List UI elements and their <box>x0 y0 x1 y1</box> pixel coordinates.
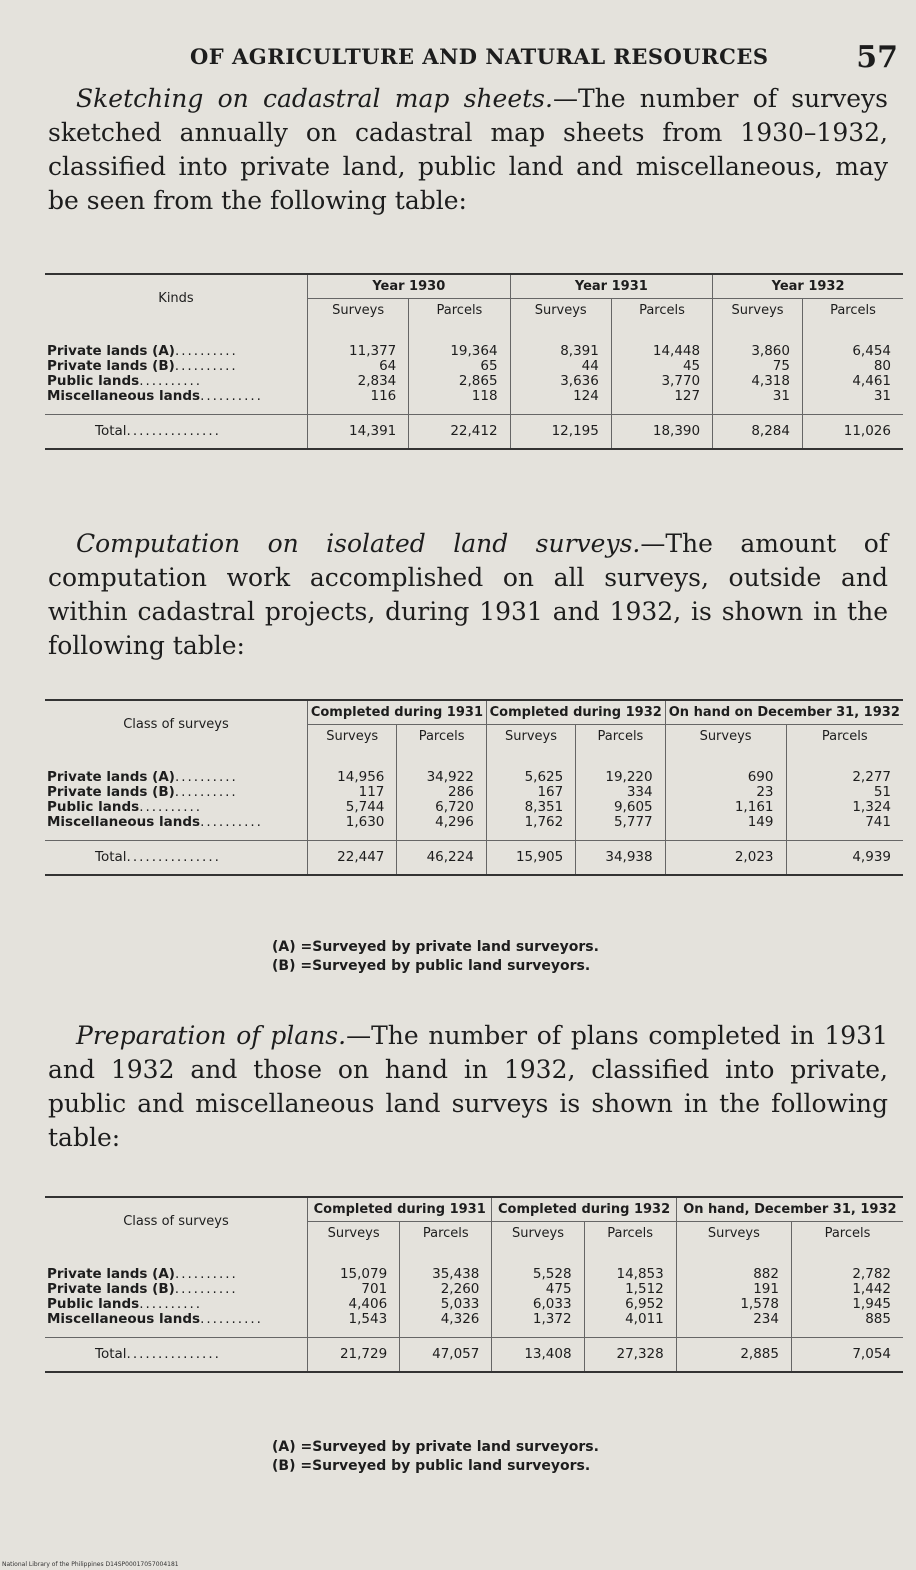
table-cell: 4,326 <box>400 1312 492 1338</box>
table-cell: 1,543 <box>308 1312 400 1338</box>
total-cell: 22,447 <box>308 841 397 876</box>
column-header: Surveys <box>676 1222 791 1246</box>
table-row <box>45 389 903 415</box>
table-cell: 14,956 <box>308 748 397 785</box>
paragraph-lead: Computation on isolated land surveys. <box>76 529 641 558</box>
table-corner-header: Kinds <box>45 274 308 322</box>
table-cell: 2,834 <box>308 374 409 389</box>
row-label: Private lands (A).......... <box>47 769 238 785</box>
row-label: Private lands (B).......... <box>47 1282 238 1297</box>
column-header: Surveys <box>486 725 575 749</box>
row-label: Private lands (A).......... <box>47 1266 238 1282</box>
total-cell: 14,391 <box>308 415 409 450</box>
table-row <box>45 374 903 389</box>
total-cell: 11,026 <box>802 415 903 450</box>
total-label: Total............... <box>45 841 308 876</box>
table-computation <box>45 699 903 876</box>
total-row <box>45 841 903 876</box>
column-header: Parcels <box>400 1222 492 1246</box>
table-cell: 5,625 <box>486 748 575 785</box>
table-corner-header: Class of surveys <box>45 1197 308 1245</box>
table-cell: 149 <box>665 815 786 841</box>
column-header: Surveys <box>308 1222 400 1246</box>
row-label: Private lands (B).......... <box>47 359 238 374</box>
total-cell: 34,938 <box>576 841 665 876</box>
group-header: Completed during 1932 <box>486 700 665 725</box>
table-cell: 6,720 <box>397 800 486 815</box>
total-cell: 18,390 <box>611 415 712 450</box>
row-label: Miscellaneous lands.......... <box>47 1312 263 1327</box>
table-cell: 127 <box>611 389 712 415</box>
table-cell: 882 <box>676 1245 791 1282</box>
table-cell: 701 <box>308 1282 400 1297</box>
table-cell: 118 <box>409 389 510 415</box>
total-cell: 46,224 <box>397 841 486 876</box>
footnote: (B) =Surveyed by public land surveyors. <box>272 1458 591 1474</box>
column-header: Surveys <box>510 299 611 323</box>
table-cell: 4,011 <box>584 1312 676 1338</box>
column-header: Surveys <box>713 299 803 323</box>
paragraph-dash: — <box>552 84 578 113</box>
table-cell: 5,033 <box>400 1297 492 1312</box>
table-cell: 286 <box>397 785 486 800</box>
total-cell: 47,057 <box>400 1338 492 1373</box>
table-cell: 334 <box>576 785 665 800</box>
table-cell: 31 <box>713 389 803 415</box>
row-label: Private lands (B).......... <box>47 785 238 800</box>
total-cell: 7,054 <box>791 1338 903 1373</box>
table-cell: 2,277 <box>786 748 903 785</box>
table-cell: 1,161 <box>665 800 786 815</box>
table-cell: 51 <box>786 785 903 800</box>
table-cell: 167 <box>486 785 575 800</box>
table-row <box>45 815 903 841</box>
table-cell: 4,296 <box>397 815 486 841</box>
total-cell: 22,412 <box>409 415 510 450</box>
group-header: Year 1930 <box>308 274 511 299</box>
row-label: Private lands (A).......... <box>47 343 238 359</box>
column-header: Surveys <box>308 299 409 323</box>
total-cell: 12,195 <box>510 415 611 450</box>
total-cell: 13,408 <box>492 1338 584 1373</box>
table-cell: 4,318 <box>713 374 803 389</box>
total-cell: 21,729 <box>308 1338 400 1373</box>
table-cell: 31 <box>802 389 903 415</box>
table-cell: 11,377 <box>308 322 409 359</box>
table-cell: 6,033 <box>492 1297 584 1312</box>
column-header: Parcels <box>576 725 665 749</box>
group-header: Completed during 1931 <box>308 700 487 725</box>
running-title: OF AGRICULTURE AND NATURAL RESOURCES <box>190 44 769 69</box>
total-label: Total............... <box>45 1338 308 1373</box>
table-cell: 6,952 <box>584 1297 676 1312</box>
column-header: Parcels <box>786 725 903 749</box>
table-row <box>45 785 903 800</box>
table-cell: 23 <box>665 785 786 800</box>
table-cell: 1,578 <box>676 1297 791 1312</box>
table-row <box>45 359 903 374</box>
paragraph-body: The amount of computation work accomplished on all surveys, outside and within cadastral projects, during 1931 and 1932, is shown in the following table: <box>48 529 888 660</box>
table-cell: 1,442 <box>791 1282 903 1297</box>
paragraph-computation <box>48 527 888 663</box>
running-head <box>0 40 916 80</box>
total-cell: 8,284 <box>713 415 803 450</box>
table-cell: 475 <box>492 1282 584 1297</box>
row-label: Public lands.......... <box>47 1297 203 1312</box>
column-header: Parcels <box>791 1222 903 1246</box>
table-row <box>45 748 903 785</box>
table-cell: 1,324 <box>786 800 903 815</box>
column-header: Surveys <box>308 725 397 749</box>
group-header: On hand on December 31, 1932 <box>665 700 903 725</box>
table-row <box>45 322 903 359</box>
total-cell: 15,905 <box>486 841 575 876</box>
footnote: (A) =Surveyed by private land surveyors. <box>272 1439 599 1455</box>
table-cell: 5,744 <box>308 800 397 815</box>
column-header: Surveys <box>492 1222 584 1246</box>
paragraph-lead: Sketching on cadastral map sheets. <box>76 84 553 113</box>
column-header: Surveys <box>665 725 786 749</box>
column-header: Parcels <box>611 299 712 323</box>
table-cell: 19,220 <box>576 748 665 785</box>
table-cell: 65 <box>409 359 510 374</box>
table-cell: 64 <box>308 359 409 374</box>
paragraph-plans <box>48 1019 888 1155</box>
table-cell: 1,512 <box>584 1282 676 1297</box>
group-header: Completed during 1932 <box>492 1197 676 1222</box>
paragraph-dash: — <box>640 529 666 558</box>
table-cell: 3,770 <box>611 374 712 389</box>
table-cell: 15,079 <box>308 1245 400 1282</box>
table-cell: 14,853 <box>584 1245 676 1282</box>
scan-credit: National Library of the Philippines D14SP00017057004181 <box>2 1561 179 1568</box>
footnote: (A) =Surveyed by private land surveyors. <box>272 939 599 955</box>
total-row <box>45 1338 903 1373</box>
group-header: Completed during 1931 <box>308 1197 492 1222</box>
table-cell: 8,391 <box>510 322 611 359</box>
group-header: Year 1931 <box>510 274 713 299</box>
total-cell: 2,023 <box>665 841 786 876</box>
table-cell: 5,777 <box>576 815 665 841</box>
table-sketching <box>45 273 903 450</box>
row-label: Public lands.......... <box>47 800 203 815</box>
table-corner-header: Class of surveys <box>45 700 308 748</box>
table-cell: 19,364 <box>409 322 510 359</box>
table-cell: 4,406 <box>308 1297 400 1312</box>
paragraph-body: The number of surveys sketched annually on cadastral map sheets from 1930–1932, classified into private land, public land and miscellaneous, may be seen from the following table: <box>48 84 888 215</box>
table-cell: 4,461 <box>802 374 903 389</box>
table-row <box>45 800 903 815</box>
table-cell: 45 <box>611 359 712 374</box>
table-cell: 14,448 <box>611 322 712 359</box>
footnotes-computation <box>272 938 599 976</box>
total-cell: 27,328 <box>584 1338 676 1373</box>
total-row <box>45 415 903 450</box>
table-cell: 35,438 <box>400 1245 492 1282</box>
table-cell: 75 <box>713 359 803 374</box>
table-cell: 6,454 <box>802 322 903 359</box>
footnote: (B) =Surveyed by public land surveyors. <box>272 958 591 974</box>
table-cell: 117 <box>308 785 397 800</box>
table-row <box>45 1297 903 1312</box>
table-cell: 1,945 <box>791 1297 903 1312</box>
table-cell: 1,762 <box>486 815 575 841</box>
table-cell: 80 <box>802 359 903 374</box>
page-number: 57 <box>856 40 898 75</box>
row-label: Public lands.......... <box>47 374 203 389</box>
footnotes-plans <box>272 1438 599 1476</box>
paragraph-dash: — <box>346 1021 372 1050</box>
row-label: Miscellaneous lands.......... <box>47 815 263 830</box>
table-cell: 1,372 <box>492 1312 584 1338</box>
table-plans <box>45 1196 903 1373</box>
column-header: Parcels <box>802 299 903 323</box>
table-cell: 44 <box>510 359 611 374</box>
paragraph-lead: Preparation of plans. <box>76 1021 347 1050</box>
table-cell: 9,605 <box>576 800 665 815</box>
table-cell: 3,860 <box>713 322 803 359</box>
table-cell: 2,865 <box>409 374 510 389</box>
table-cell: 2,260 <box>400 1282 492 1297</box>
table-row <box>45 1282 903 1297</box>
table-cell: 234 <box>676 1312 791 1338</box>
total-label: Total............... <box>45 415 308 450</box>
total-cell: 2,885 <box>676 1338 791 1373</box>
table-cell: 2,782 <box>791 1245 903 1282</box>
table-cell: 34,922 <box>397 748 486 785</box>
group-header: On hand, December 31, 1932 <box>676 1197 903 1222</box>
group-header: Year 1932 <box>713 274 903 299</box>
table-cell: 116 <box>308 389 409 415</box>
column-header: Parcels <box>397 725 486 749</box>
column-header: Parcels <box>584 1222 676 1246</box>
table-row <box>45 1312 903 1338</box>
table-cell: 741 <box>786 815 903 841</box>
total-cell: 4,939 <box>786 841 903 876</box>
table-cell: 191 <box>676 1282 791 1297</box>
paragraph-sketching <box>48 82 888 218</box>
table-cell: 885 <box>791 1312 903 1338</box>
table-cell: 690 <box>665 748 786 785</box>
table-cell: 124 <box>510 389 611 415</box>
table-row <box>45 1245 903 1282</box>
table-cell: 8,351 <box>486 800 575 815</box>
table-cell: 3,636 <box>510 374 611 389</box>
table-cell: 5,528 <box>492 1245 584 1282</box>
table-cell: 1,630 <box>308 815 397 841</box>
row-label: Miscellaneous lands.......... <box>47 389 263 404</box>
column-header: Parcels <box>409 299 510 323</box>
paragraph-body: The number of plans completed in 1931 and 1932 and those on hand in 1932, classified into private, public and miscellaneous land surveys is shown in the following table: <box>48 1021 888 1152</box>
